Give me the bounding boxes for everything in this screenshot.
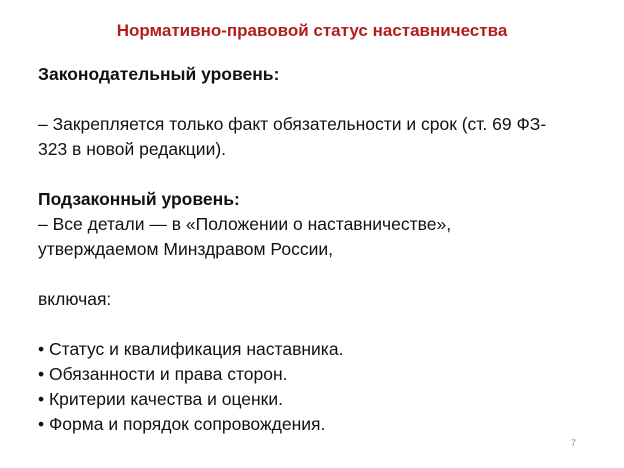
spacer bbox=[38, 162, 598, 187]
including-label: включая: bbox=[38, 289, 112, 309]
spacer bbox=[38, 262, 598, 287]
slide-body bbox=[38, 62, 598, 437]
page-number: 7 bbox=[570, 438, 576, 448]
sublegislative-text-line: утверждаемом Минздравом России, bbox=[38, 239, 333, 259]
slide-title: Нормативно-правовой статус наставничества bbox=[116, 21, 508, 40]
sublegislative-level-heading: Подзаконный уровень: bbox=[38, 189, 240, 209]
bullet-item: • Статус и квалификация наставника. bbox=[38, 339, 344, 359]
legislative-text-line: 323 в новой редакции). bbox=[38, 139, 227, 159]
bullet-item: • Обязанности и права сторон. bbox=[38, 364, 288, 384]
bullet-item: • Критерии качества и оценки. bbox=[38, 389, 283, 409]
bullet-item: • Форма и порядок сопровождения. bbox=[38, 414, 326, 434]
legislative-level-heading: Законодательный уровень: bbox=[38, 64, 280, 84]
spacer bbox=[38, 87, 598, 112]
legislative-text-line: – Закрепляется только факт обязательности и срок (ст. 69 ФЗ- bbox=[38, 114, 547, 134]
sublegislative-text-line: – Все детали — в «Положении о наставничестве», bbox=[38, 214, 452, 234]
spacer bbox=[38, 312, 598, 337]
